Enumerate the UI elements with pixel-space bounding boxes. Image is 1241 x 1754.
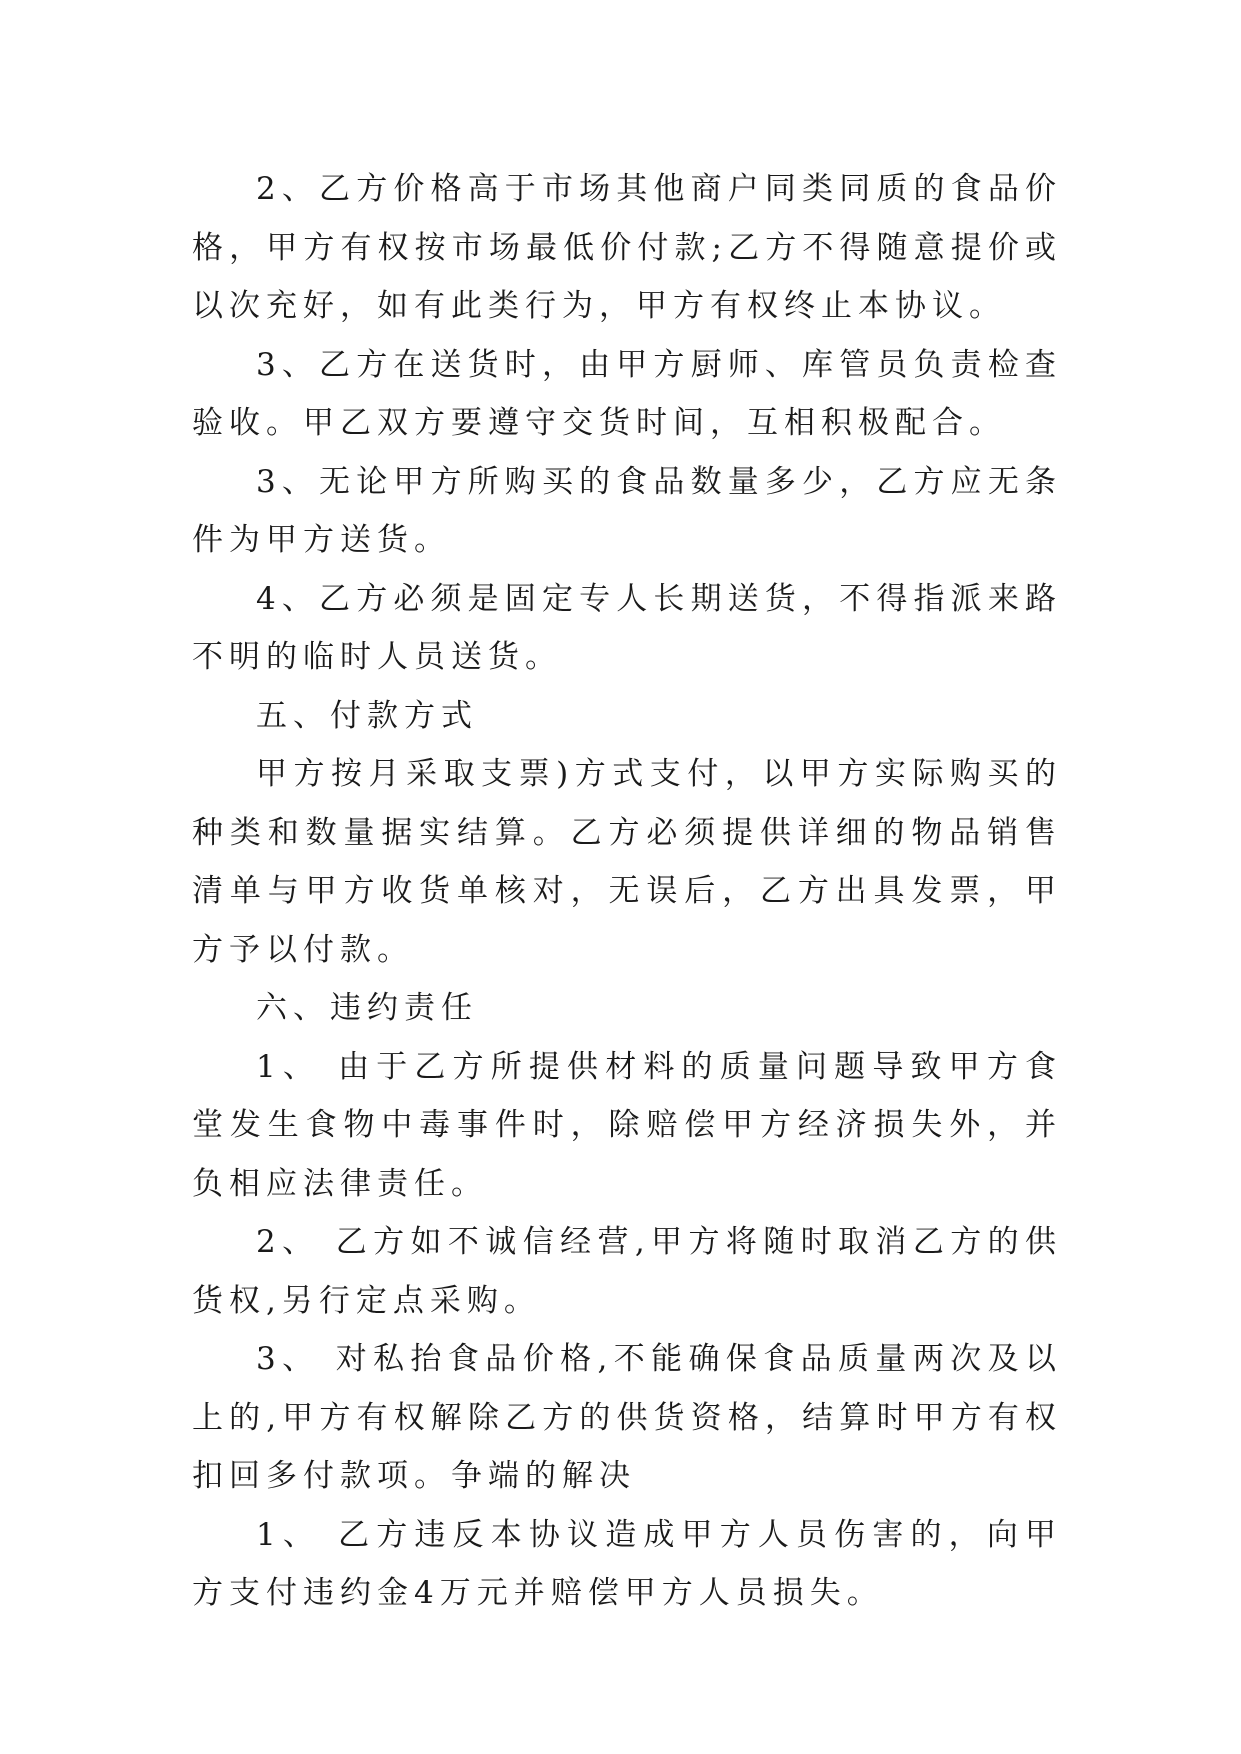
clause-paragraph: 3、无论甲方所购买的食品数量多少，乙方应无条件为甲方送货。 xyxy=(192,463,1062,558)
clause-paragraph: 2、乙方价格高于市场其他商户同类同质的食品价格，甲方有权按市场最低价付款;乙方不得随意提价或以次充好，如有此类行为，甲方有权终止本协议。 xyxy=(192,171,1062,324)
section-heading-breach: 六、违约责任 xyxy=(256,990,478,1026)
clause-paragraph: 甲方按月采取支票)方式支付，以甲方实际购买的种类和数量据实结算。乙方必须提供详细的物品销售清单与甲方收货单核对，无误后，乙方出具发票，甲方予以付款。 xyxy=(192,756,1062,968)
clause-paragraph: 1、 由于乙方所提供材料的质量问题导致甲方食堂发生食物中毒事件时，除赔偿甲方经济损失外，并负相应法律责任。 xyxy=(192,1048,1062,1202)
clause-paragraph: 1、 乙方违反本协议造成甲方人员伤害的，向甲方支付违约金4万元并赔偿甲方人员损失。 xyxy=(192,1516,1062,1611)
document-body xyxy=(192,160,1062,1623)
clause-paragraph: 3、 对私抬食品价格,不能确保食品质量两次及以上的,甲方有权解除乙方的供货资格，结算时甲方有权扣回多付款项。争端的解决 xyxy=(192,1341,1062,1494)
clause-paragraph: 2、 乙方如不诚信经营,甲方将随时取消乙方的供货权,另行定点采购。 xyxy=(192,1224,1062,1319)
clause-paragraph: 3、乙方在送货时，由甲方厨师、库管员负责检查验收。甲乙双方要遵守交货时间，互相积极配合。 xyxy=(192,346,1062,441)
section-heading-payment: 五、付款方式 xyxy=(256,697,478,734)
clause-paragraph: 4、乙方必须是固定专人长期送货，不得指派来路不明的临时人员送货。 xyxy=(192,580,1062,675)
